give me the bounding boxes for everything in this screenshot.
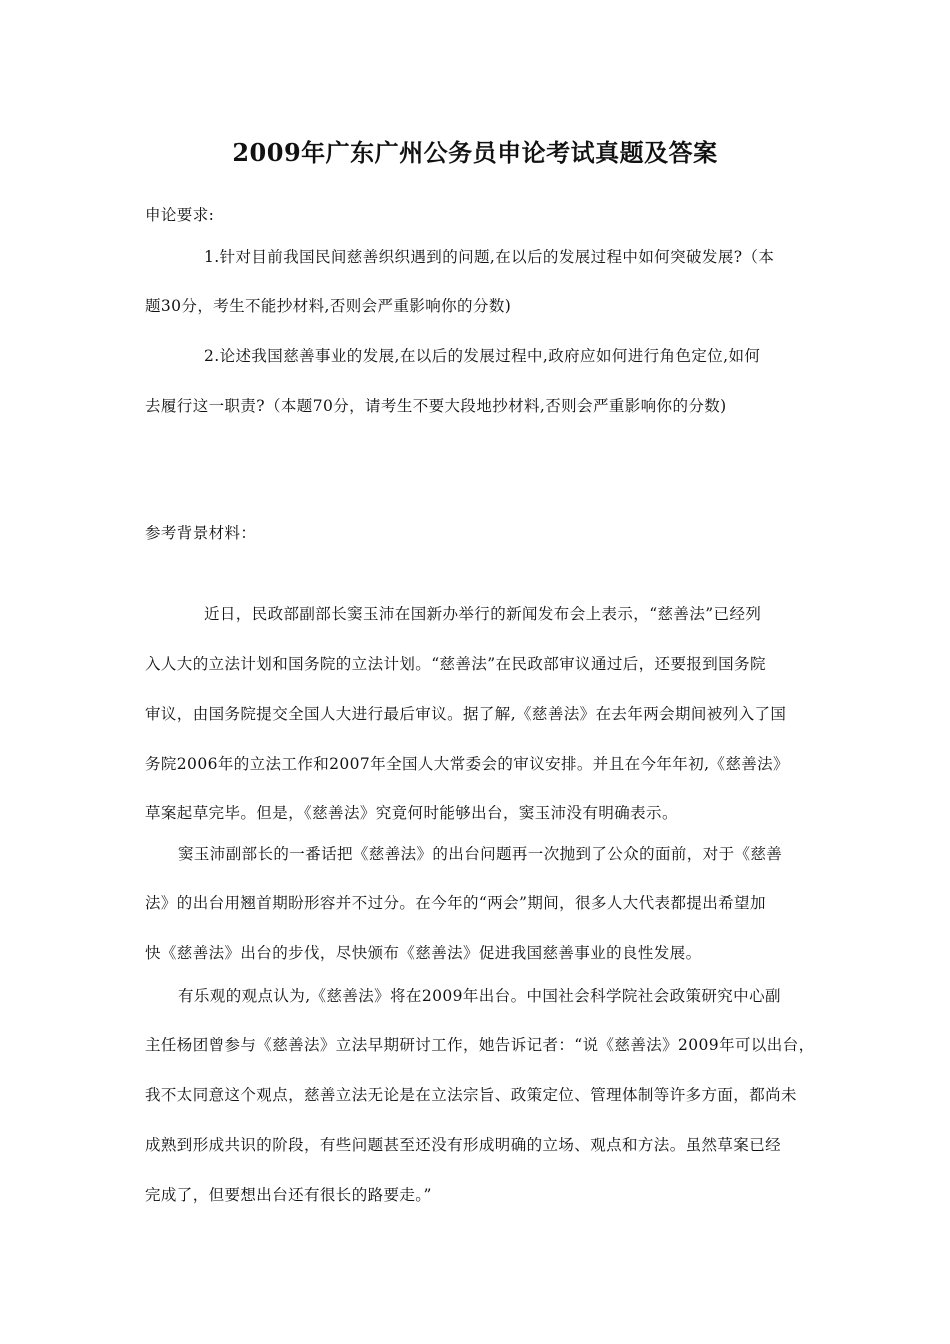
- background-heading: 参考背景材料：: [145, 524, 257, 542]
- document-title: 2009年广东广州公务员申论考试真题及答案: [232, 138, 718, 167]
- paragraph-1-line-4: 务院2006年的立法工作和2007年全国人大常委会的审议安排。并且在今年年初,《慈善法》: [145, 755, 789, 773]
- paragraph-2-line-3: 快《慈善法》出台的步伐，尽快颁布《慈善法》促进我国慈善事业的良性发展。: [145, 944, 702, 962]
- question-2-line-2: 去履行这一职责?（本题70分，请考生不要大段地抄材料,否则会严重影响你的分数): [145, 397, 727, 415]
- paragraph-1-line-3: 审议，由国务院提交全国人大进行最后审议。据了解,《慈善法》在去年两会期间被列入了国: [145, 705, 787, 723]
- paragraph-3-line-5: 完成了，但要想出台还有很长的路要走。”: [145, 1186, 432, 1204]
- paragraph-3-line-3: 我不太同意这个观点，慈善立法无论是在立法宗旨、政策定位、管理体制等许多方面，都尚未: [145, 1086, 797, 1104]
- paragraph-3-line-4: 成熟到形成共识的阶段，有些问题甚至还没有形成明确的立场、观点和方法。虽然草案已经: [145, 1136, 782, 1154]
- paragraph-2-line-1: 窦玉沛副部长的一番话把《慈善法》的出台问题再一次抛到了公众的面前，对于《慈善: [178, 845, 783, 863]
- requirements-heading: 申论要求:: [145, 206, 215, 224]
- paragraph-3-line-1: 有乐观的观点认为,《慈善法》将在2009年出台。中国社会科学院社会政策研究中心副: [178, 987, 781, 1005]
- question-1-line-2: 题30分，考生不能抄材料,否则会严重影响你的分数): [145, 297, 512, 315]
- paragraph-1-line-1: 近日，民政部副部长窦玉沛在国新办举行的新闻发布会上表示，“慈善法”已经列: [204, 605, 762, 623]
- question-2-line-1: 2.论述我国慈善事业的发展,在以后的发展过程中,政府应如何进行角色定位,如何: [204, 347, 761, 365]
- paragraph-1-line-5: 草案起草完毕。但是，《慈善法》究竟何时能够出台，窦玉沛没有明确表示。: [145, 804, 678, 822]
- question-1-line-1: 1.针对目前我国民间慈善织织遇到的问题,在以后的发展过程中如何突破发展?（本: [204, 248, 775, 266]
- paragraph-1-line-2: 入人大的立法计划和国务院的立法计划。“慈善法”在民政部审议通过后，还要报到国务院: [145, 655, 766, 673]
- paragraph-3-line-2: 主任杨团曾参与《慈善法》立法早期研讨工作，她告诉记者：“说《慈善法》2009年可以出台，: [145, 1036, 815, 1054]
- paragraph-2-line-2: 法》的出台用翘首期盼形容并不过分。在今年的“两会”期间，很多人大代表都提出希望加: [145, 894, 766, 912]
